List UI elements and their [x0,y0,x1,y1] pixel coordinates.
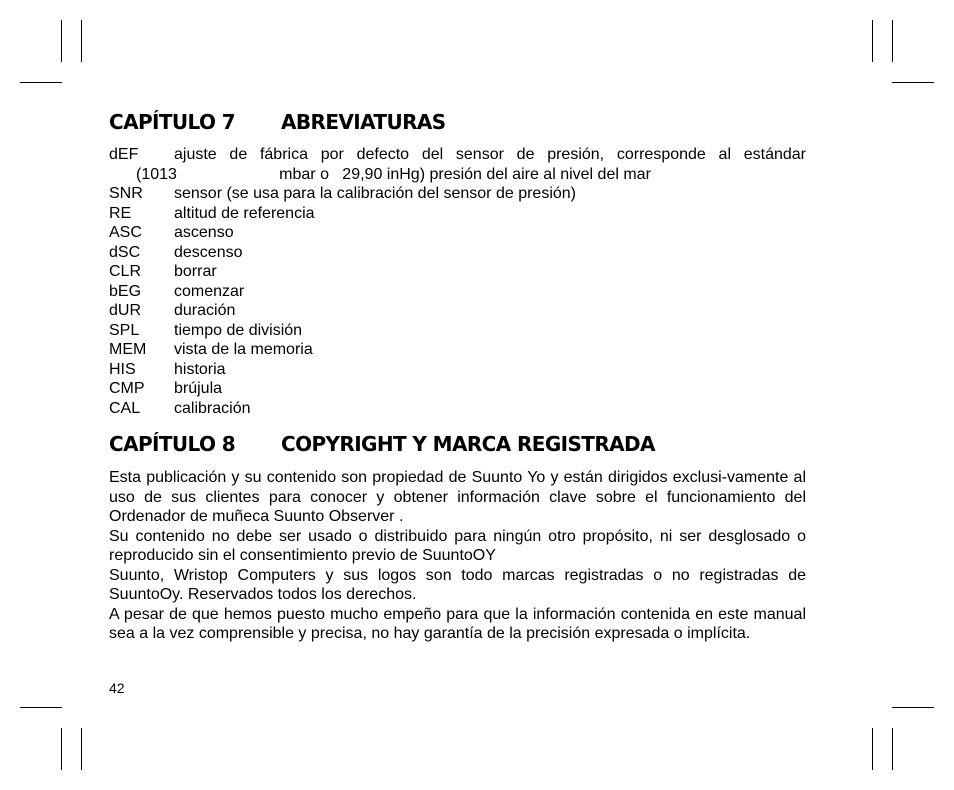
copyright-text [109,468,806,644]
crop-mark [892,707,934,708]
abbreviation-code: CMP [109,380,145,397]
crop-mark [872,728,873,770]
abbreviation-item [109,399,806,419]
abbreviation-description-continued: (1013 mbar o 29,90 inHg) presión del aire al nivel del mar [136,165,651,183]
abbreviation-item [109,223,806,243]
crop-mark [61,20,62,62]
abbreviation-item [109,184,806,204]
abbreviation-code: dUR [109,302,142,319]
abbreviation-description: historia [174,360,226,378]
chapter-title: COPYRIGHT Y MARCA REGISTRADA [281,432,655,456]
abbreviation-description: altitud de referencia [174,204,315,222]
abbreviation-item [109,262,806,282]
abbreviation-code: dEF [109,146,139,163]
abbreviation-description: descenso [174,243,243,261]
abbreviation-description: ajuste de fábrica por defecto del sensor de presión, corresponde al estándar [174,146,806,163]
abbreviation-item [109,243,806,263]
abbreviation-item [109,282,806,302]
abbreviation-code: CLR [109,263,142,280]
abbreviation-list [109,145,806,418]
abbreviation-code: SPL [109,321,140,339]
abbreviation-item [109,301,806,321]
page-number: 42 [109,680,125,696]
abbreviation-code: bEG [109,282,142,300]
paragraph: Suunto, Wristop Computers y sus logos son todo marcas registradas o no registradas de SuuntoOy. Reservados todos los derechos. [109,566,806,603]
crop-mark [872,20,873,62]
chapter-8-heading [109,430,806,458]
crop-mark [892,20,893,62]
abbreviation-item [109,379,806,399]
chapter-number: CAPÍTULO 7 [109,110,236,134]
crop-mark [81,728,82,770]
abbreviation-code: SNR [109,185,143,202]
abbreviation-code: RE [109,204,132,222]
abbreviation-item [109,145,806,165]
crop-mark [892,728,893,770]
abbreviation-item [109,340,806,360]
paragraph: Su contenido no debe ser usado o distribuido para ningún otro propósito, ni ser desglosado o reproducido sin el consentimiento previo de SuuntoOY [109,527,806,564]
abbreviation-code: ASC [109,224,142,241]
chapter-title: ABREVIATURAS [281,110,446,134]
paragraph: A pesar de que hemos puesto mucho empeño para que la información contenida en este manual sea a la vez comprensible y precisa, no hay garantía de la precisión expresada o implícita. [109,605,806,642]
chapter-number: CAPÍTULO 8 [109,432,236,456]
page-content [109,108,806,644]
abbreviation-description: sensor (se usa para la calibración del sensor de presión) [174,185,576,202]
abbreviation-description: ascenso [174,224,234,241]
abbreviation-code: CAL [109,399,141,417]
abbreviation-item [109,360,806,380]
abbreviation-item [109,321,806,341]
abbreviation-item [109,204,806,224]
abbreviation-description: comenzar [174,282,245,300]
abbreviation-description: vista de la memoria [174,341,313,358]
abbreviation-code: MEM [109,341,147,358]
crop-mark [81,20,82,62]
abbreviation-description: brújula [174,380,223,397]
abbreviation-description: calibración [174,399,251,417]
crop-mark [61,728,62,770]
abbreviation-code: HIS [109,360,136,378]
crop-mark [20,82,62,83]
paragraph: Esta publicación y su contenido son propiedad de Suunto Yo y están dirigidos exclusi-vamente al uso de sus clientes para conocer y obtener información clave sobre el funcionamiento del Ordenador de muñeca Suunto Observer . [109,469,806,525]
crop-mark [20,707,62,708]
abbreviation-description: duración [174,302,236,319]
abbreviation-description: borrar [174,263,217,280]
abbreviation-code: dSC [109,243,141,261]
abbreviation-description: tiempo de división [174,321,303,339]
crop-mark [892,82,934,83]
chapter-7-heading [109,108,806,136]
